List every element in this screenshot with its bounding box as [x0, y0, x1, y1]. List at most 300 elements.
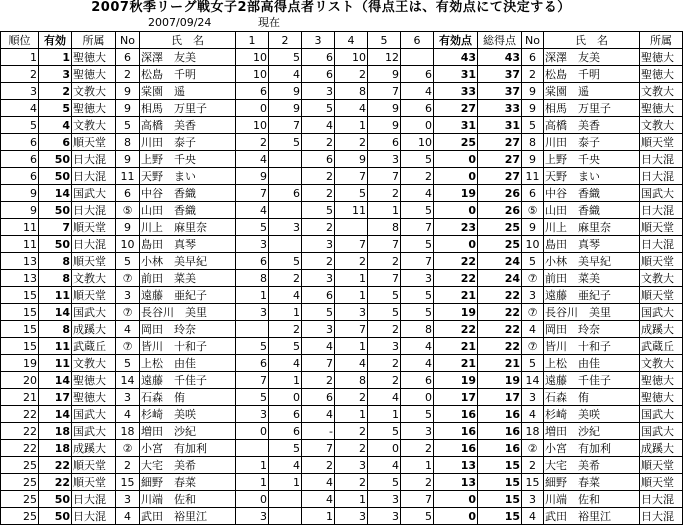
- cell-total-points: 37: [478, 66, 522, 83]
- cell-rank: 11: [1, 236, 39, 253]
- cell-team-2: 日大混: [640, 491, 683, 508]
- cell-valid-rank: 3: [39, 66, 72, 83]
- cell-game-3: 2: [302, 185, 335, 202]
- cell-game-2: [269, 236, 302, 253]
- cell-game-3: 4: [302, 474, 335, 491]
- cell-game-4: 7: [335, 236, 368, 253]
- cell-game-1: 10: [236, 66, 269, 83]
- cell-team: 聖徳大: [72, 49, 116, 66]
- cell-valid-rank: 11: [39, 338, 72, 355]
- cell-game-4: 4: [335, 100, 368, 117]
- cell-team-2: 聖徳大: [640, 66, 683, 83]
- cell-valid-points: 13: [434, 457, 478, 474]
- cell-game-4: 1: [335, 338, 368, 355]
- cell-number-2: 9: [522, 151, 544, 168]
- cell-number: 14: [116, 372, 140, 389]
- cell-valid-rank: 18: [39, 440, 72, 457]
- cell-number-2: ⑦: [522, 270, 544, 287]
- cell-game-5: 4: [368, 389, 401, 406]
- cell-game-5: 7: [368, 168, 401, 185]
- header-valid-rank: 有効: [39, 32, 72, 49]
- cell-team: 日大混: [72, 168, 116, 185]
- cell-valid-points: 19: [434, 372, 478, 389]
- cell-valid-points: 25: [434, 134, 478, 151]
- cell-total-points: 22: [478, 321, 522, 338]
- header-game-4: 4: [335, 32, 368, 49]
- status-label: 現在: [258, 16, 280, 29]
- cell-game-2: [269, 202, 302, 219]
- cell-number: 10: [116, 236, 140, 253]
- cell-rank: 21: [1, 389, 39, 406]
- cell-rank: 25: [1, 474, 39, 491]
- cell-game-3: 2: [302, 219, 335, 236]
- cell-game-6: 2: [401, 440, 434, 457]
- cell-number-2: 4: [522, 508, 544, 525]
- table-row: [1, 423, 683, 440]
- cell-total-points: 26: [478, 185, 522, 202]
- cell-name-2: 松島 千明: [544, 66, 640, 83]
- cell-game-1: 0: [236, 423, 269, 440]
- cell-game-2: 5: [269, 440, 302, 457]
- cell-game-3: 3: [302, 83, 335, 100]
- cell-number: 9: [116, 83, 140, 100]
- cell-valid-rank: 50: [39, 491, 72, 508]
- cell-number: 5: [116, 117, 140, 134]
- cell-name-2: 中谷 香織: [544, 185, 640, 202]
- cell-name-2: 石森 侑: [544, 389, 640, 406]
- cell-game-1: 10: [236, 117, 269, 134]
- cell-game-3: 7: [302, 355, 335, 372]
- cell-team: 文教大: [72, 117, 116, 134]
- table-row: [1, 321, 683, 338]
- cell-rank: 1: [1, 49, 39, 66]
- cell-game-2: 4: [269, 66, 302, 83]
- cell-team: 順天堂: [72, 253, 116, 270]
- cell-game-4: 2: [335, 389, 368, 406]
- cell-total-points: 25: [478, 236, 522, 253]
- cell-game-1: 2: [236, 134, 269, 151]
- cell-game-5: 7: [368, 236, 401, 253]
- cell-game-3: 5: [302, 100, 335, 117]
- cell-team: 日大混: [72, 491, 116, 508]
- cell-name-2: 小宮 有加利: [544, 440, 640, 457]
- cell-number: 6: [116, 49, 140, 66]
- cell-number: ⑤: [116, 202, 140, 219]
- cell-game-2: 6: [269, 423, 302, 440]
- cell-game-3: 6: [302, 66, 335, 83]
- cell-game-2: 5: [269, 338, 302, 355]
- cell-game-4: 8: [335, 83, 368, 100]
- cell-total-points: 15: [478, 457, 522, 474]
- cell-game-1: 0: [236, 100, 269, 117]
- cell-game-2: 6: [269, 406, 302, 423]
- cell-name: 長谷川 美里: [140, 304, 236, 321]
- cell-rank: 13: [1, 253, 39, 270]
- cell-name: 中谷 香織: [140, 185, 236, 202]
- cell-valid-points: 0: [434, 236, 478, 253]
- cell-name-2: 遠藤 亜紀子: [544, 287, 640, 304]
- cell-rank: 15: [1, 304, 39, 321]
- cell-rank: 15: [1, 338, 39, 355]
- cell-game-2: 5: [269, 253, 302, 270]
- header-team: 所属: [72, 32, 116, 49]
- cell-number-2: 8: [522, 134, 544, 151]
- cell-total-points: 24: [478, 270, 522, 287]
- cell-team-2: 国武大: [640, 423, 683, 440]
- cell-game-3: 3: [302, 236, 335, 253]
- cell-valid-rank: 11: [39, 355, 72, 372]
- cell-team: 国武大: [72, 406, 116, 423]
- cell-game-6: 0: [401, 117, 434, 134]
- scorer-table: [0, 31, 683, 525]
- cell-valid-points: 0: [434, 151, 478, 168]
- cell-total-points: 37: [478, 83, 522, 100]
- cell-game-5: 2: [368, 253, 401, 270]
- cell-game-4: 1: [335, 406, 368, 423]
- cell-game-6: 2: [401, 168, 434, 185]
- table-row: [1, 491, 683, 508]
- cell-name-2: 杉崎 美咲: [544, 406, 640, 423]
- cell-team: 順天堂: [72, 457, 116, 474]
- cell-name: 川田 泰子: [140, 134, 236, 151]
- cell-game-6: 7: [401, 219, 434, 236]
- cell-valid-points: 17: [434, 389, 478, 406]
- cell-game-3: 2: [302, 134, 335, 151]
- cell-game-2: 6: [269, 185, 302, 202]
- cell-valid-points: 22: [434, 270, 478, 287]
- cell-name-2: 武田 裕里江: [544, 508, 640, 525]
- cell-team: 国武大: [72, 304, 116, 321]
- cell-valid-points: 43: [434, 49, 478, 66]
- cell-game-4: 3: [335, 457, 368, 474]
- cell-game-1: 3: [236, 304, 269, 321]
- cell-valid-points: 16: [434, 406, 478, 423]
- cell-number: 3: [116, 389, 140, 406]
- header-number-2: No: [522, 32, 544, 49]
- cell-team: 聖徳大: [72, 372, 116, 389]
- cell-game-1: 5: [236, 338, 269, 355]
- cell-team: 文教大: [72, 355, 116, 372]
- cell-total-points: 15: [478, 508, 522, 525]
- cell-number-2: 3: [522, 491, 544, 508]
- cell-game-5: 9: [368, 66, 401, 83]
- cell-game-1: 6: [236, 355, 269, 372]
- cell-valid-rank: 17: [39, 389, 72, 406]
- cell-game-6: 5: [401, 202, 434, 219]
- cell-game-6: [401, 49, 434, 66]
- cell-game-5: 3: [368, 508, 401, 525]
- cell-name-2: 相馬 万里子: [544, 100, 640, 117]
- cell-game-4: 7: [335, 168, 368, 185]
- cell-name-2: 上野 千央: [544, 151, 640, 168]
- table-row: [1, 389, 683, 406]
- cell-number: 6: [116, 185, 140, 202]
- cell-name: 山田 香織: [140, 202, 236, 219]
- cell-game-1: 6: [236, 83, 269, 100]
- cell-team-2: 文教大: [640, 83, 683, 100]
- cell-valid-rank: 8: [39, 270, 72, 287]
- cell-valid-points: 22: [434, 253, 478, 270]
- cell-valid-points: 21: [434, 355, 478, 372]
- cell-game-5: 4: [368, 457, 401, 474]
- cell-rank: 9: [1, 185, 39, 202]
- cell-team: 日大混: [72, 508, 116, 525]
- cell-name: 上松 由佳: [140, 355, 236, 372]
- cell-team-2: 成蹊大: [640, 440, 683, 457]
- cell-valid-points: 33: [434, 83, 478, 100]
- cell-valid-rank: 6: [39, 134, 72, 151]
- cell-total-points: 43: [478, 49, 522, 66]
- cell-game-2: 0: [269, 389, 302, 406]
- cell-total-points: 24: [478, 253, 522, 270]
- table-row: [1, 134, 683, 151]
- cell-total-points: 15: [478, 474, 522, 491]
- cell-game-6: 8: [401, 321, 434, 338]
- cell-game-1: 4: [236, 202, 269, 219]
- header-total-points: 総得点: [478, 32, 522, 49]
- cell-name: 高橋 美香: [140, 117, 236, 134]
- cell-valid-rank: 18: [39, 423, 72, 440]
- table-row: [1, 219, 683, 236]
- cell-total-points: 27: [478, 151, 522, 168]
- cell-team-2: 国武大: [640, 304, 683, 321]
- cell-game-4: 2: [335, 134, 368, 151]
- cell-number-2: 2: [522, 457, 544, 474]
- cell-name-2: 遠藤 千佳子: [544, 372, 640, 389]
- cell-team-2: 国武大: [640, 185, 683, 202]
- cell-team-2: 順天堂: [640, 134, 683, 151]
- cell-valid-points: 0: [434, 202, 478, 219]
- table-row: [1, 372, 683, 389]
- cell-game-5: 1: [368, 406, 401, 423]
- cell-valid-rank: 14: [39, 372, 72, 389]
- cell-game-3: 3: [302, 270, 335, 287]
- cell-game-6: 6: [401, 372, 434, 389]
- cell-rank: 25: [1, 508, 39, 525]
- table-row: [1, 168, 683, 185]
- cell-total-points: 22: [478, 304, 522, 321]
- cell-total-points: 16: [478, 440, 522, 457]
- cell-game-2: 9: [269, 83, 302, 100]
- cell-rank: 6: [1, 168, 39, 185]
- cell-valid-points: 21: [434, 338, 478, 355]
- cell-name-2: 増田 沙紀: [544, 423, 640, 440]
- cell-game-4: 2: [335, 440, 368, 457]
- cell-game-6: 3: [401, 423, 434, 440]
- cell-number-2: 14: [522, 372, 544, 389]
- cell-number-2: ⑤: [522, 202, 544, 219]
- cell-team: 聖徳大: [72, 389, 116, 406]
- cell-team-2: 順天堂: [640, 474, 683, 491]
- cell-team: 成蹊大: [72, 440, 116, 457]
- cell-game-5: 3: [368, 491, 401, 508]
- cell-game-3: -: [302, 423, 335, 440]
- header-game-3: 3: [302, 32, 335, 49]
- cell-valid-rank: 5: [39, 100, 72, 117]
- cell-team-2: 日大混: [640, 508, 683, 525]
- cell-game-4: 10: [335, 49, 368, 66]
- cell-game-3: 6: [302, 389, 335, 406]
- cell-name: 小林 美早紀: [140, 253, 236, 270]
- cell-game-2: 4: [269, 355, 302, 372]
- cell-game-5: 2: [368, 185, 401, 202]
- cell-game-2: 1: [269, 372, 302, 389]
- cell-game-3: 6: [302, 49, 335, 66]
- table-row: [1, 457, 683, 474]
- cell-game-6: 10: [401, 134, 434, 151]
- table-row: [1, 474, 683, 491]
- cell-rank: 19: [1, 355, 39, 372]
- cell-rank: 2: [1, 66, 39, 83]
- cell-game-5: 5: [368, 287, 401, 304]
- cell-number-2: 6: [522, 49, 544, 66]
- cell-game-4: 1: [335, 117, 368, 134]
- cell-game-4: 2: [335, 423, 368, 440]
- header-name: 氏 名: [140, 32, 236, 49]
- cell-team: 日大混: [72, 202, 116, 219]
- cell-number: 3: [116, 287, 140, 304]
- cell-game-1: 3: [236, 508, 269, 525]
- cell-name: 天野 まい: [140, 168, 236, 185]
- cell-valid-points: 31: [434, 66, 478, 83]
- cell-game-3: 2: [302, 457, 335, 474]
- cell-game-5: 2: [368, 355, 401, 372]
- cell-number: 2: [116, 66, 140, 83]
- cell-team-2: 国武大: [640, 406, 683, 423]
- cell-game-6: 5: [401, 406, 434, 423]
- cell-rank: 22: [1, 423, 39, 440]
- header-row: [1, 32, 683, 49]
- cell-team-2: 順天堂: [640, 219, 683, 236]
- cell-team: 文教大: [72, 83, 116, 100]
- cell-valid-rank: 4: [39, 117, 72, 134]
- cell-name: 前田 菜美: [140, 270, 236, 287]
- cell-game-5: 5: [368, 304, 401, 321]
- cell-rank: 11: [1, 219, 39, 236]
- cell-number: 4: [116, 321, 140, 338]
- cell-game-4: 3: [335, 304, 368, 321]
- cell-team: 順天堂: [72, 287, 116, 304]
- cell-number-2: ②: [522, 440, 544, 457]
- cell-game-4: 11: [335, 202, 368, 219]
- cell-name: 川上 麻里奈: [140, 219, 236, 236]
- cell-game-3: 7: [302, 440, 335, 457]
- cell-game-1: 6: [236, 253, 269, 270]
- table-row: [1, 202, 683, 219]
- cell-total-points: 16: [478, 406, 522, 423]
- cell-team-2: 日大混: [640, 151, 683, 168]
- cell-valid-rank: 50: [39, 168, 72, 185]
- cell-team-2: 聖徳大: [640, 49, 683, 66]
- cell-team-2: 聖徳大: [640, 389, 683, 406]
- cell-number-2: ⑦: [522, 304, 544, 321]
- cell-name-2: 大宅 美希: [544, 457, 640, 474]
- cell-game-2: [269, 491, 302, 508]
- cell-rank: 22: [1, 406, 39, 423]
- table-row: [1, 406, 683, 423]
- cell-rank: 15: [1, 321, 39, 338]
- cell-number: 4: [116, 508, 140, 525]
- cell-game-3: 2: [302, 253, 335, 270]
- table-row: [1, 270, 683, 287]
- cell-number-2: 5: [522, 117, 544, 134]
- table-row: [1, 287, 683, 304]
- cell-game-4: 7: [335, 321, 368, 338]
- cell-game-4: 1: [335, 270, 368, 287]
- cell-valid-points: 23: [434, 219, 478, 236]
- cell-name-2: 川端 佐和: [544, 491, 640, 508]
- cell-game-2: 9: [269, 100, 302, 117]
- cell-name: 武田 裕里江: [140, 508, 236, 525]
- cell-number: 11: [116, 168, 140, 185]
- cell-game-1: 0: [236, 491, 269, 508]
- cell-game-5: 5: [368, 423, 401, 440]
- cell-rank: 6: [1, 151, 39, 168]
- cell-number-2: 3: [522, 287, 544, 304]
- header-rank: 順位: [1, 32, 39, 49]
- cell-game-3: 4: [302, 338, 335, 355]
- cell-total-points: 33: [478, 100, 522, 117]
- cell-valid-points: 22: [434, 321, 478, 338]
- cell-number-2: ⑦: [522, 338, 544, 355]
- cell-game-6: 5: [401, 508, 434, 525]
- cell-valid-points: 31: [434, 117, 478, 134]
- cell-valid-rank: 14: [39, 304, 72, 321]
- cell-game-2: 3: [269, 219, 302, 236]
- cell-number: 9: [116, 100, 140, 117]
- table-row: [1, 100, 683, 117]
- cell-game-6: 0: [401, 389, 434, 406]
- cell-game-6: 1: [401, 457, 434, 474]
- header-team-2: 所属: [640, 32, 683, 49]
- cell-team-2: 順天堂: [640, 287, 683, 304]
- cell-name-2: 天野 まい: [544, 168, 640, 185]
- cell-valid-rank: 14: [39, 406, 72, 423]
- cell-game-6: 5: [401, 287, 434, 304]
- cell-team: 武蔵丘: [72, 338, 116, 355]
- cell-name-2: 細野 春菜: [544, 474, 640, 491]
- cell-name: 松島 千明: [140, 66, 236, 83]
- cell-valid-rank: 7: [39, 219, 72, 236]
- cell-game-3: 1: [302, 508, 335, 525]
- cell-game-1: 5: [236, 219, 269, 236]
- cell-game-5: 9: [368, 100, 401, 117]
- cell-game-6: 5: [401, 236, 434, 253]
- cell-name-2: 岡田 玲奈: [544, 321, 640, 338]
- cell-game-2: 5: [269, 134, 302, 151]
- cell-name: 大宅 美希: [140, 457, 236, 474]
- cell-game-1: 3: [236, 236, 269, 253]
- cell-game-2: 4: [269, 457, 302, 474]
- cell-game-4: 1: [335, 491, 368, 508]
- cell-game-5: 3: [368, 338, 401, 355]
- cell-game-5: 8: [368, 219, 401, 236]
- cell-game-3: 4: [302, 117, 335, 134]
- cell-game-2: 5: [269, 49, 302, 66]
- cell-total-points: 22: [478, 338, 522, 355]
- cell-game-1: 3: [236, 406, 269, 423]
- cell-number: 9: [116, 151, 140, 168]
- cell-game-1: 10: [236, 49, 269, 66]
- cell-name: 杉崎 美咲: [140, 406, 236, 423]
- cell-name-2: 川田 泰子: [544, 134, 640, 151]
- cell-name: 相馬 万里子: [140, 100, 236, 117]
- cell-game-5: 3: [368, 151, 401, 168]
- cell-total-points: 26: [478, 202, 522, 219]
- table-row: [1, 236, 683, 253]
- cell-game-4: 4: [335, 355, 368, 372]
- table-row: [1, 440, 683, 457]
